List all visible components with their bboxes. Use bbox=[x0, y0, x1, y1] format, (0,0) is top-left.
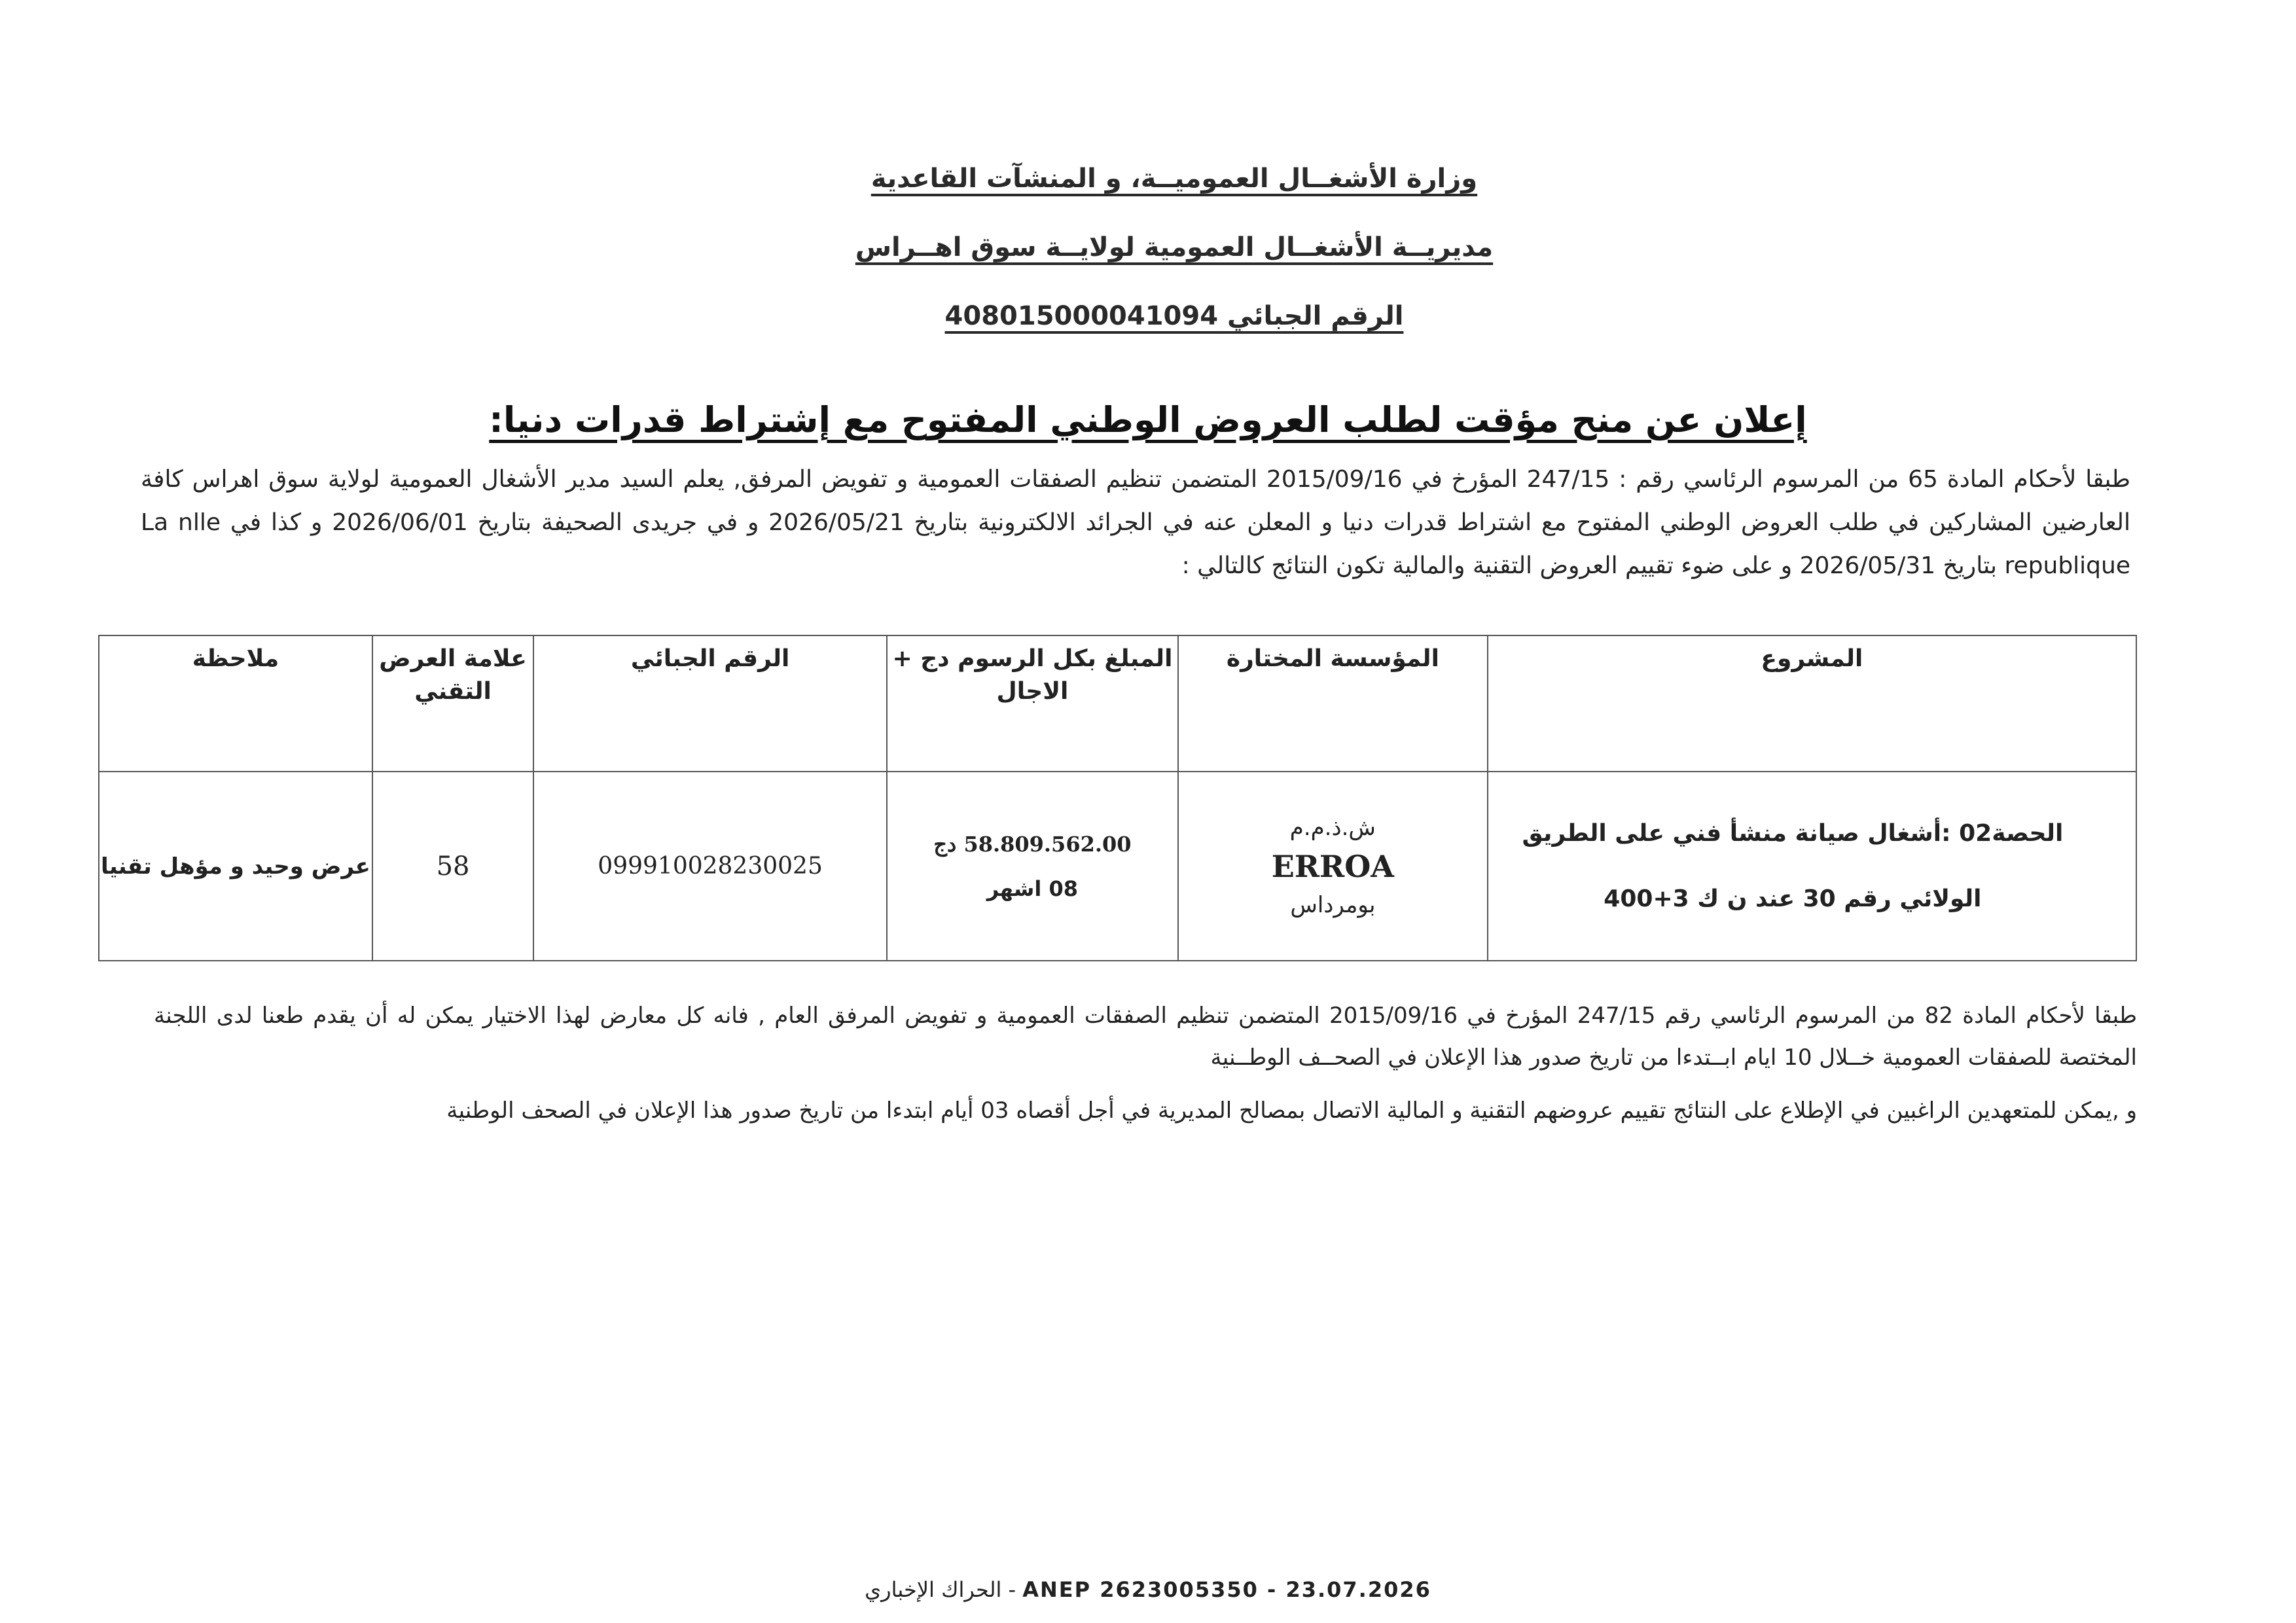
cell-amount bbox=[887, 772, 1178, 961]
header-tech-score: علامة العرض التقني bbox=[372, 635, 533, 772]
header-tax-number: الرقم الجبائي bbox=[533, 635, 887, 772]
cell-project: الحصة02 :أشغال صيانة منشأ فني على الطريق الولائي رقم 30 عند ن ك 3+400 bbox=[1488, 772, 2136, 961]
header-project: المشروع bbox=[1488, 635, 2136, 772]
amount-value: 58.809.562.00 دج bbox=[933, 831, 1132, 857]
footer-source: الحراك الإخباري - bbox=[865, 1577, 1016, 1602]
tax-id-heading: الرقم الجبائي 408015000041094 bbox=[944, 301, 1404, 331]
tax-number-value: 099910028230025 bbox=[598, 853, 823, 880]
note-value: عرض وحيد و مؤهل تقنيا bbox=[101, 853, 370, 880]
appeal-paragraph: طبقا لأحكام المادة 82 من المرسوم الرئاسي رقم 247/15 المؤرخ في 2015/09/16 المتضمن تنظيم الصفقات العمومية و تفويض المرفق العام , فانه كل معارض لهذا الاختيار يمكن له أن يقدم طعنا لدى اللجنة المختصة للصفقات العمومية خــلال 10 ايام ابــتدءا من تاريخ صدور هذا الإعلان في الصحــف الوطــنية bbox=[154, 1003, 2138, 1071]
delay-value: 08 اشهر bbox=[986, 876, 1079, 901]
tech-score-value: 58 bbox=[436, 851, 470, 882]
ministry-heading: وزارة الأشغــال العموميــة، و المنشآت القاعدية bbox=[870, 164, 1478, 194]
header-amount: المبلغ بكل الرسوم دج + الاجال bbox=[887, 635, 1178, 772]
header-note: ملاحظة bbox=[99, 635, 372, 772]
results-table bbox=[98, 635, 2137, 961]
footer bbox=[0, 1577, 2296, 1602]
table-row bbox=[99, 772, 2136, 961]
company-city: بومرداس bbox=[1290, 891, 1376, 918]
directorate-heading: مديريــة الأشغــال العمومية لولايــة سوق اهــراس bbox=[855, 232, 1494, 262]
cell-company bbox=[1178, 772, 1488, 961]
footer-reference: ANEP 2623005350 - 23.07.2026 bbox=[1022, 1577, 1431, 1602]
announcement-title: إعلان عن منح مؤقت لطلب العروض الوطني المفتوح مع إشتراط قدرات دنيا: bbox=[489, 399, 1807, 440]
access-paragraph: و ,يمكن للمتعهدين الراغبين في الإطلاع على النتائج تقييم عروضهم التقنية و المالية الاتصال بمصالح المديرية في أجل أقصاه 03 أيام ابتدءا من تاريخ صدور هذا الإعلان في الصحف الوطنية bbox=[446, 1097, 2137, 1124]
cell-tax-number bbox=[533, 772, 887, 961]
company-name: ERROA bbox=[1271, 848, 1394, 884]
header-company: المؤسسة المختارة bbox=[1178, 635, 1488, 772]
table-header-row bbox=[99, 635, 2136, 772]
intro-paragraph: طبقا لأحكام المادة 65 من المرسوم الرئاسي رقم : 247/15 المؤرخ في 2015/09/16 المتضمن تنظيم الصفقات العمومية و تفويض المرفق, يعلم السيد مدير الأشغال العمومية لولاية سوق اهراس كافة العارضين المشاركين في طلب العروض الوطني المفتوح مع اشتراط قدرات دنيا و المعلن عنه في الجرائد الالكترونية بتاريخ 2026/05/21 و في جريدى الصحيفة بتاريخ 2026/06/01 و كذا في La nlle republique بتاريخ 2026/05/31 و على ضوء تقييم العروض التقنية والمالية تكون النتائج كالتالي : bbox=[141, 466, 2131, 579]
company-type: ش.ذ.م.م bbox=[1289, 814, 1376, 841]
cell-tech-score bbox=[372, 772, 533, 961]
cell-note bbox=[99, 772, 372, 961]
